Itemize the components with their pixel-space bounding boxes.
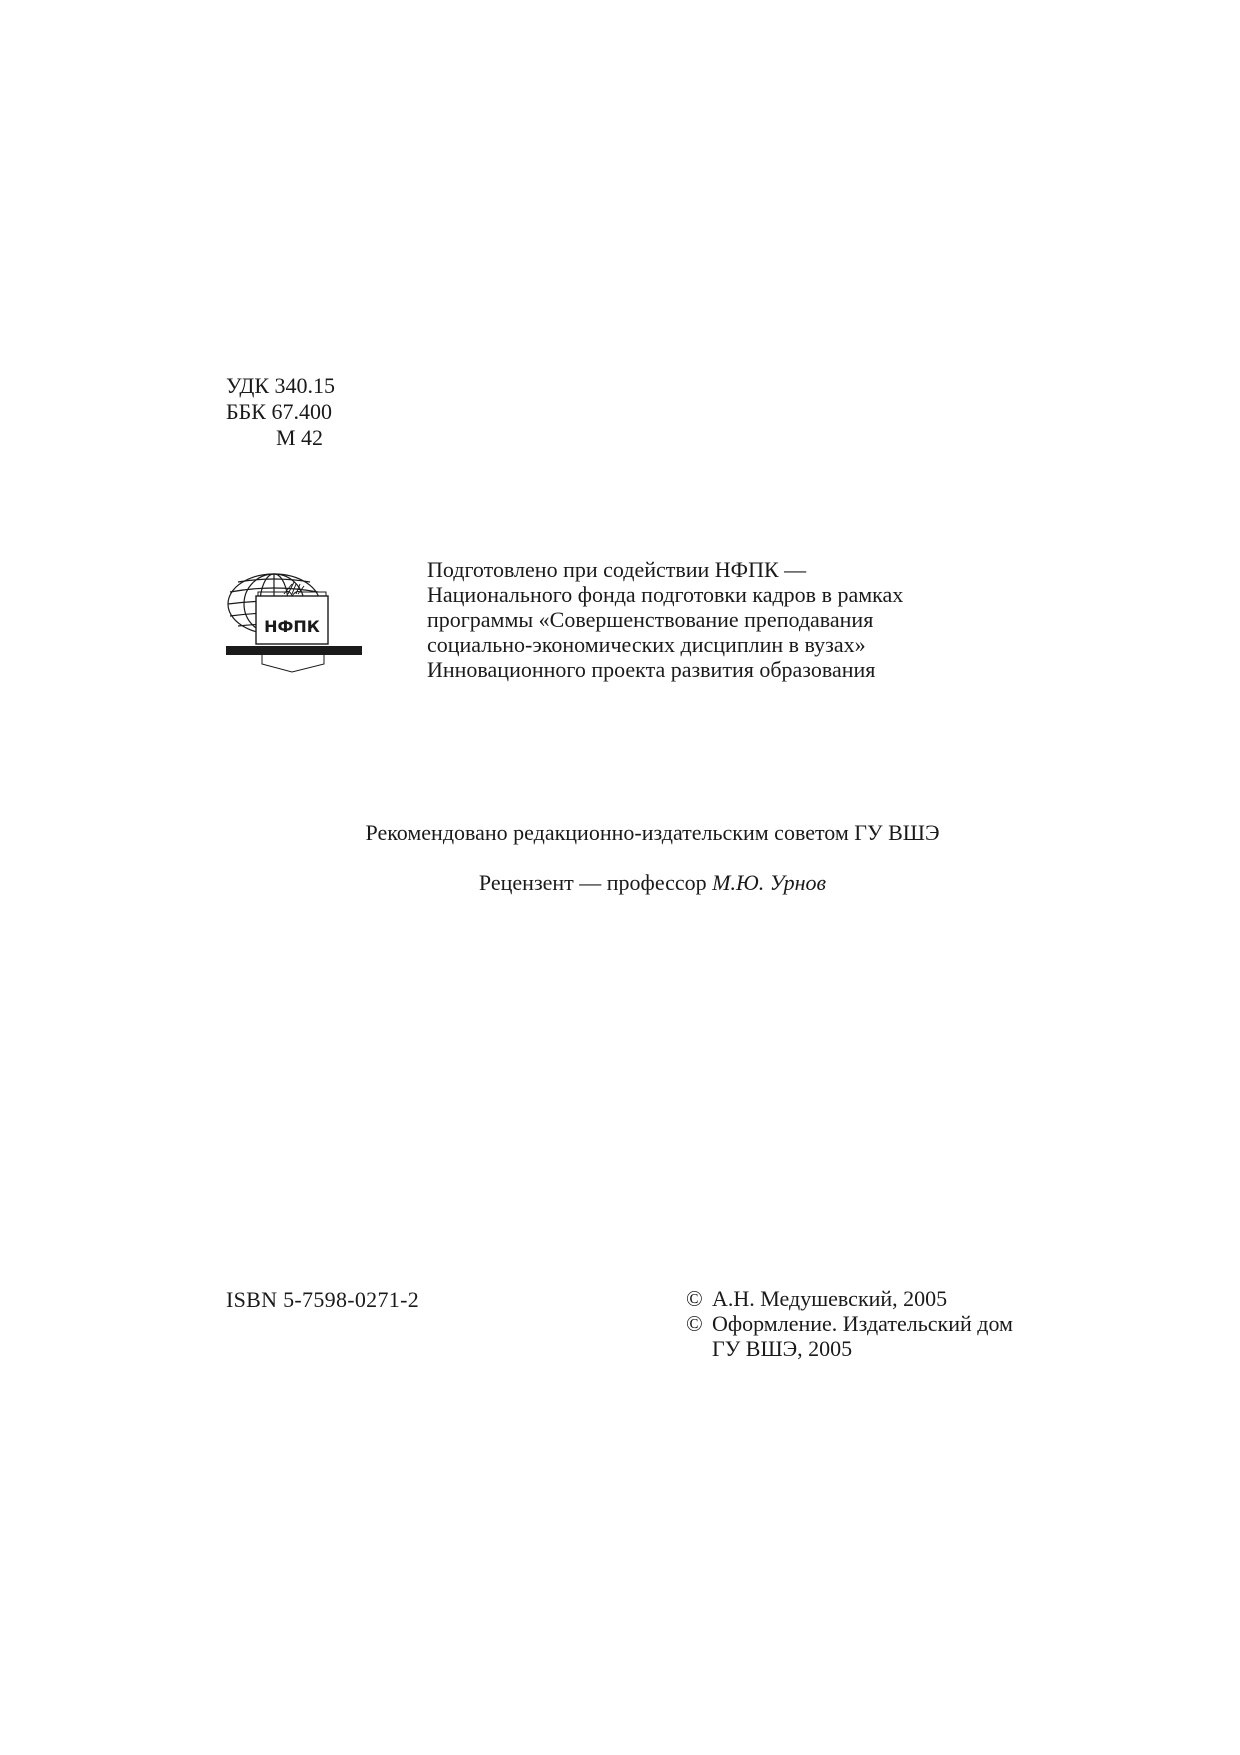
nfpk-logo (224, 570, 364, 675)
nfpk-logo-label: НФПК (264, 617, 320, 636)
sponsor-line: Инновационного проекта развития образования (427, 657, 876, 682)
copyright-author: А.Н. Медушевский, 2005 (712, 1286, 948, 1311)
sponsor-line: Подготовлено при содействии НФПК — (427, 557, 807, 582)
sponsor-line: социально-экономических дисциплин в вузах» (427, 632, 866, 657)
reviewer-prefix: Рецензент — профессор (478, 870, 713, 895)
recommendation-note: Рекомендовано редакционно-издательским советом ГУ ВШЭ (365, 820, 940, 845)
sponsor-line: Национального фонда подготовки кадров в рамках (427, 582, 904, 607)
copyright-block (686, 1286, 1013, 1361)
reviewer-line (0, 870, 1240, 896)
copyright-icon: © (686, 1311, 703, 1336)
copyright-icon: © (686, 1286, 703, 1311)
copyright-design: Оформление. Издательский дом (712, 1311, 1013, 1336)
classification-block (226, 373, 335, 451)
author-mark: М 42 (276, 425, 324, 450)
bbk-code: ББК 67.400 (226, 399, 332, 424)
isbn: ISBN 5-7598-0271-2 (226, 1287, 420, 1312)
sponsor-statement (427, 557, 903, 682)
sponsor-line: программы «Совершенствование преподавания (427, 607, 874, 632)
reviewer-name: М.Ю. Урнов (712, 870, 827, 895)
globe-book-icon (224, 570, 364, 675)
copyright-publisher: ГУ ВШЭ, 2005 (712, 1336, 853, 1361)
udk-code: УДК 340.15 (226, 373, 336, 398)
